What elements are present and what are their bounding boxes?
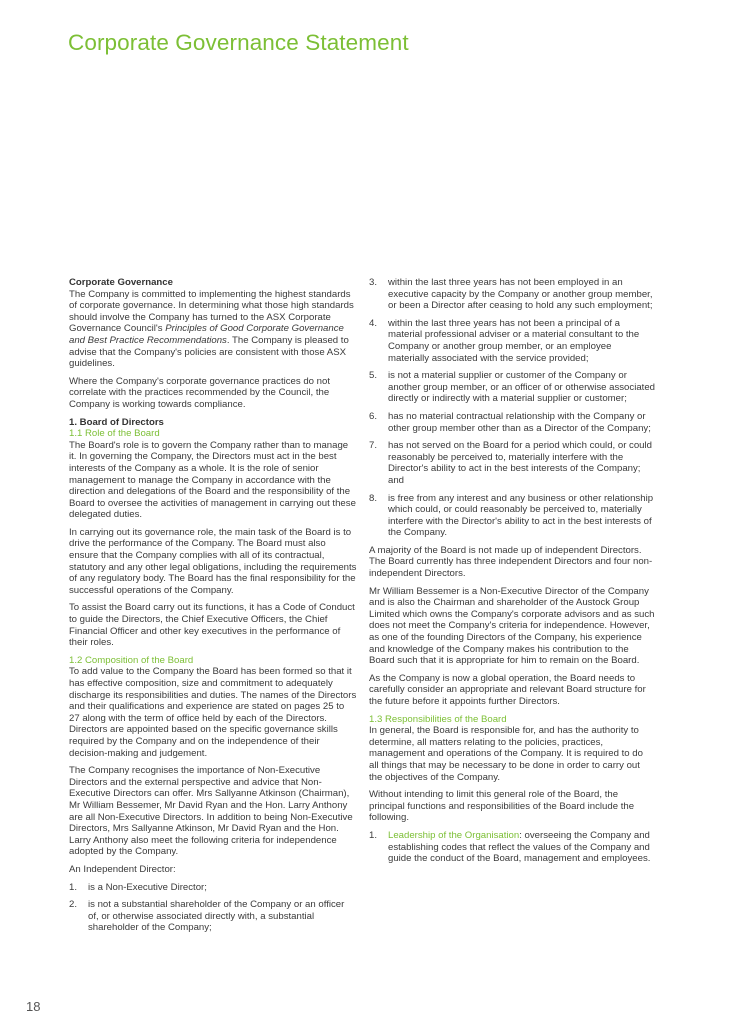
independence-criteria-list (69, 882, 357, 934)
paragraph-text: . The Company is pleased to advise that the Company's policies are consistent with those ASX guidelines. (69, 334, 349, 370)
list-item-text: has not served on the Board for a period which could, or could reasonably be perceived to, materially interfere with the Director's ability to act in the best interests of the Company; and (388, 440, 652, 486)
page-number: 18 (26, 999, 41, 1014)
list-item (369, 493, 655, 539)
list-item (369, 277, 655, 312)
left-column (69, 277, 357, 940)
paragraph: The Company recognises the importance of Non-Executive Directors and the external perspective and advice that Non-Executive Directors can offer. Mrs Sallyanne Atkinson (Chairman), Mr William Bessemer, Mr David Ryan and the Hon. Larry Anthony are all Non-Executive Directors. In addition to being Non-Executive Directors, Mrs Sallyanne Atkinson, Mr David Ryan and the Hon. Larry Anthony also meet the following criteria for independence adopted by the Company. (69, 765, 353, 858)
list-item-text: is not a substantial shareholder of the Company or an officer of, or otherwise associated directly with, a substantial shareholder of the Company; (88, 899, 345, 934)
list-number: 2. (69, 899, 78, 911)
board-composition-section (69, 655, 357, 759)
list-item (369, 411, 655, 434)
subsection-heading: 1.3 Responsibilities of the Board (369, 713, 507, 725)
independence-criteria-list-continued (369, 277, 655, 539)
list-item (369, 830, 655, 865)
list-item-text: is not a material supplier or customer of the Company or another group member, or an officer of or otherwise associated directly or indirectly with a material supplier or customer; (388, 370, 655, 405)
function-label: Leadership of the Organisation (388, 829, 520, 841)
section-heading: Corporate Governance (69, 277, 173, 288)
list-item-text: is a Non-Executive Director; (88, 881, 207, 893)
paragraph-text: To add value to the Company the Board has been formed so that it has effective composition, size and commitment to adequately discharge its responsibilities and duties. The names of the Directors and their qualifications and experience are stated on pages 25 to 27 along with the term of office held by each of the Directors. Directors are appointed based on the specific governance skills required by the Company and on the independence of their decision-making and judgement. (69, 666, 357, 759)
list-item (369, 318, 655, 364)
list-number: 8. (369, 492, 378, 504)
section-heading: 1. Board of Directors (69, 416, 164, 428)
right-column (369, 277, 655, 871)
subsection-heading: 1.1 Role of the Board (69, 428, 160, 440)
board-role-section (69, 417, 357, 521)
page-title: Corporate Governance Statement (68, 30, 409, 55)
board-responsibilities-section (369, 714, 655, 784)
list-item (369, 370, 655, 405)
list-item (69, 882, 357, 894)
publication-title: Principles of Good Corporate Governance and Best Practice Recommendations (69, 323, 344, 346)
paragraph: To assist the Board carry out its functions, it has a Code of Conduct to guide the Directors, the Chief Executive Officers, the Chief Financial Officer and other key executives in the performance of their roles. (69, 602, 355, 649)
list-number: 1. (369, 829, 378, 841)
list-item (369, 440, 655, 486)
list-item-text: within the last three years has not been a principal of a material professional adviser or a material consultant to the Company or another group member, or an employee materially associated with the service provided; (388, 317, 640, 364)
board-functions-list (369, 830, 655, 865)
list-number: 5. (369, 370, 378, 382)
list-item (69, 899, 357, 934)
list-number: 1. (69, 881, 78, 893)
list-item-text: : overseeing the Company and establishing codes that reflect the values of the Company and guide the conduct of the Board, management and employees. (388, 829, 651, 865)
paragraph: As the Company is now a global operation, the Board needs to carefully consider an appropriate and relevant Board structure for the future before it appoints further Directors. (369, 672, 646, 707)
paragraph: Mr William Bessemer is a Non-Executive Director of the Company and is also the Chairman and shareholder of the Austock Group Limited which owns the Company's corporate advisors and as such does not meet the Company's criteria for independence. However, as one of the founding Directors of the Company, his experience and knowledge of the Company makes his contribution to the Board such that it is appropriate for him to remain on the Board. (369, 585, 655, 667)
list-number: 4. (369, 317, 378, 329)
paragraph: In carrying out its governance role, the main task of the Board is to drive the performance of the Company. The Board must also ensure that the Company complies with all of its contractual, statutory and any other legal obligations, including the requirements of any regulatory body. The Board has the final responsibility for the successful operations of the Company. (69, 526, 357, 596)
list-item-text: within the last three years has not been employed in an executive capacity by the Company or another group member, or been a Director after ceasing to hold any such employment; (388, 277, 653, 312)
list-number: 7. (369, 440, 378, 452)
paragraph: Where the Company's corporate governance practices do not correlate with the practices recommended by the Council, the Company is working towards compliance. (69, 375, 331, 410)
paragraph-text: The Board's role is to govern the Company rather than to manage it. In governing the Company, the Directors must act in the best interests of the Company as a whole. It is the role of senior management to manage the Company in accordance with the direction and delegations of the Board and the responsibility of the Board to oversee the activities of management in carrying out these delegated duties. (69, 439, 356, 521)
paragraph: An Independent Director: (69, 863, 176, 875)
subsection-heading: 1.2 Composition of the Board (69, 654, 194, 666)
list-number: 3. (369, 277, 378, 288)
corporate-governance-intro (69, 277, 357, 370)
paragraph: Without intending to limit this general role of the Board, the principal functions and responsibilities of the Board include the following. (369, 789, 635, 824)
list-number: 6. (369, 410, 378, 422)
paragraph: A majority of the Board is not made up of independent Directors. The Board currently has three independent Directors and four non-independent Directors. (369, 544, 653, 580)
list-item-text: has no material contractual relationship with the Company or other group member other than as a Director of the Company; (388, 410, 651, 434)
list-item-text: is free from any interest and any business or other relationship which could, or could reasonably be perceived to, materially interfere with the Director's ability to act in the best interests of the Company. (388, 492, 654, 539)
paragraph-text: The Company is committed to implementing the highest standards of corporate governance. In determining what those high standards should involve the Company has turned to the ASX Corporate Governance Council's (69, 288, 354, 335)
paragraph-text: In general, the Board is responsible for, and has the authority to determine, all matters relating to the policies, practices, management and operations of the Company. It is required to do all things that may be necessary to be done in order to carry out the objectives of the Company. (369, 725, 643, 783)
